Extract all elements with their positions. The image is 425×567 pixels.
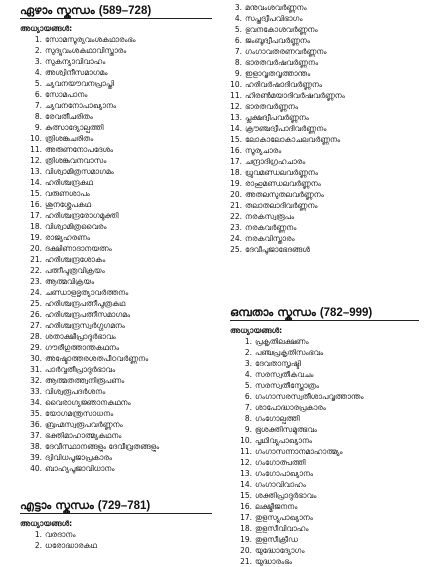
chapter-item xyxy=(20,265,216,276)
chapter-number: 11. xyxy=(230,91,242,100)
chapter-number: 4. xyxy=(34,68,42,77)
chapter-number: 15. xyxy=(230,135,242,144)
chapter-title: തലാതലാദിവർണ്ണനം xyxy=(245,201,318,210)
chapter-item xyxy=(230,435,423,446)
chapter-number: 22. xyxy=(230,212,242,221)
chapter-title: പത്നീപുത്രവിക്രയം xyxy=(45,266,105,275)
chapter-title: പ്ലക്ഷദ്വീപവർണ്ണനം xyxy=(245,113,309,122)
chapter-item xyxy=(20,254,216,265)
chapter-title: ചണ്ഡാളഭൃത്യാവർത്തനം xyxy=(45,288,129,297)
chapter-item xyxy=(220,244,420,255)
chapter-title: ഭക്തിമാഹാത്മ്യകഥനം xyxy=(45,431,122,440)
chapter-title: യുദ്ധാരംഭം xyxy=(255,557,293,566)
chapter-number: 35. xyxy=(30,409,42,418)
chapter-item xyxy=(20,298,216,309)
chapter-number: 3. xyxy=(34,57,42,66)
chapter-number: 18. xyxy=(30,222,42,231)
chapter-item xyxy=(20,210,216,221)
chapter-number: 21. xyxy=(230,201,242,210)
section-range: (782–999) xyxy=(319,307,373,319)
section-title-text: ഏഴാം സ്കന്ധം xyxy=(20,3,95,17)
chapter-item xyxy=(20,34,216,45)
chapter-number: 8. xyxy=(244,414,252,423)
chapter-number: 19. xyxy=(230,179,242,188)
chapter-item xyxy=(20,309,216,320)
chapter-title: മനുവംശവർണ്ണനം xyxy=(245,3,307,12)
chapter-item xyxy=(20,463,216,474)
chapter-item xyxy=(20,67,216,78)
chapter-item xyxy=(20,111,216,122)
chapter-number: 33. xyxy=(30,387,42,396)
section-rule xyxy=(20,513,212,514)
chapter-item xyxy=(20,243,216,254)
chapter-item xyxy=(20,529,216,540)
section-title xyxy=(20,497,216,513)
chapter-title: ഹരിവർഷാദിവർണ്ണനം xyxy=(245,80,323,89)
chapter-title: ഗംഗോപാഖ്യാനം xyxy=(255,469,314,478)
chapter-title: ഭൂശക്തിസമുത്ഭവം xyxy=(255,425,318,434)
chapter-number: 7. xyxy=(234,47,242,56)
chapter-item xyxy=(230,413,423,424)
chapter-item xyxy=(220,200,420,211)
chapter-number: 6. xyxy=(244,392,252,401)
chapter-item xyxy=(20,353,216,364)
chapter-item xyxy=(220,112,420,123)
chapter-number: 12. xyxy=(30,156,42,165)
chapter-title: ഗൗരീഗുത്താന്തകഥനം xyxy=(45,343,119,352)
chapter-item xyxy=(220,79,420,90)
chapter-number: 23. xyxy=(30,277,42,286)
chapter-number: 4. xyxy=(234,14,242,23)
section-range: (729–781) xyxy=(97,500,151,512)
chapter-number: 9. xyxy=(244,425,252,434)
chapter-title: ഗംഗാവിവാഹം xyxy=(255,480,306,489)
chapter-number: 17. xyxy=(30,211,42,220)
chapter-number: 11. xyxy=(240,447,252,456)
chapter-number: 13. xyxy=(230,113,242,122)
chapter-number: 37. xyxy=(30,431,42,440)
chapter-item xyxy=(220,24,420,35)
chapter-title: ഹിരൺമയാദിവർഷവർണ്ണനം xyxy=(245,91,345,100)
chapter-title: വൈരാഗ്യജ്ഞാനകഥനം xyxy=(45,398,131,407)
chapter-item xyxy=(230,369,423,380)
chapter-title: ഗംഗാവതരണവർണ്ണനം xyxy=(245,47,327,56)
chapter-title: ധ്രുവമണ്ഡലവർണ്ണനം xyxy=(245,168,318,177)
chapter-item xyxy=(20,122,216,133)
chapter-number: 39. xyxy=(30,453,42,462)
chapter-number: 13. xyxy=(30,167,42,176)
chapter-item xyxy=(220,123,420,134)
chapter-number: 10. xyxy=(240,436,252,445)
chapter-title: ക്രൗഞ്ചദ്വീപാദിവർണ്ണനം xyxy=(245,124,327,133)
chapter-number: 21. xyxy=(30,255,42,264)
chapter-number: 5. xyxy=(234,25,242,34)
chapter-list xyxy=(230,336,423,567)
chapter-title: സോമസൂര്യവംശകഥാരംഭം xyxy=(45,35,136,44)
chapter-list xyxy=(20,529,216,551)
chapter-number: 8. xyxy=(234,58,242,67)
section-skandham-9 xyxy=(230,304,423,567)
chapter-item xyxy=(20,331,216,342)
chapter-item xyxy=(20,221,216,232)
chapter-list xyxy=(220,2,420,255)
chapter-number: 14. xyxy=(240,480,252,489)
chapter-number: 16. xyxy=(230,146,242,155)
chapter-number: 6. xyxy=(34,90,42,99)
chapter-title: കുത്സാദ്യോല്പത്തി xyxy=(45,123,104,132)
chapter-title: വരുണശാപം xyxy=(45,189,90,198)
chapter-item xyxy=(220,145,420,156)
chapter-title: സുദ്യുവംശകഥാവിസ്താരം xyxy=(45,46,127,55)
chapters-heading: അധ്യായങ്ങൾ: xyxy=(230,326,283,335)
chapter-number: 19. xyxy=(240,535,252,544)
chapter-title: അശ്വിനീസമാഗമം xyxy=(45,68,108,77)
chapter-title: ശതാക്ഷീപ്രാദുർഭാവം xyxy=(45,332,116,341)
chapter-number: 20. xyxy=(230,190,242,199)
chapter-title: പൃഥിവ്യുപാഖ്യാനം xyxy=(255,436,313,445)
chapter-item xyxy=(20,188,216,199)
chapter-item xyxy=(20,452,216,463)
chapter-item xyxy=(20,144,216,155)
chapter-item xyxy=(20,397,216,408)
chapter-number: 7. xyxy=(34,101,42,110)
chapter-title: രാഹുമണ്ഡലവർണ്ണനം xyxy=(245,179,321,188)
chapter-title: രാജ്യഹരണം xyxy=(45,233,91,242)
chapter-item xyxy=(220,233,420,244)
chapter-title: ഭുവനകോശവർണ്ണനം xyxy=(245,25,318,34)
chapter-title: വിശ്വാമിത്രവൈരം xyxy=(45,222,107,231)
chapter-item xyxy=(220,101,420,112)
chapter-item xyxy=(230,391,423,402)
chapter-number: 22. xyxy=(30,266,42,275)
chapter-title: ഹരിശ്ചന്ദ്രശോകം xyxy=(45,255,106,264)
chapter-item xyxy=(220,68,420,79)
chapter-number: 14. xyxy=(30,178,42,187)
chapter-title: നരകവിസ്താരം xyxy=(245,234,295,243)
chapter-item xyxy=(20,133,216,144)
chapter-item xyxy=(230,336,423,347)
chapter-number: 15. xyxy=(30,189,42,198)
chapter-title: ഹരിശ്ചന്ദ്രരോഗമുക്തി xyxy=(45,211,119,220)
chapter-item xyxy=(20,364,216,375)
chapter-number: 13. xyxy=(240,469,252,478)
chapter-item xyxy=(20,342,216,353)
chapter-number: 2. xyxy=(34,541,42,550)
chapter-number: 5. xyxy=(34,79,42,88)
chapter-title: ദേവീസ്ഥാനങ്ങളും ദേവീവ്രതങ്ങളും xyxy=(45,442,160,451)
chapters-heading: അധ്യായങ്ങൾ: xyxy=(20,24,73,33)
section-title xyxy=(230,304,423,320)
chapter-item xyxy=(220,211,420,222)
chapter-item xyxy=(220,57,420,68)
chapter-title: സോമപാനം xyxy=(45,90,88,99)
chapter-item xyxy=(230,523,423,534)
chapter-item xyxy=(220,13,420,24)
section-skandham-8-continued xyxy=(220,2,420,255)
chapter-item xyxy=(230,446,423,457)
chapter-item xyxy=(230,556,423,567)
chapter-title: യുദ്ധോദ്യോഗം xyxy=(255,546,305,555)
chapter-title: ധരോദ്ധാരകഥ xyxy=(45,541,97,550)
chapter-number: 19. xyxy=(30,233,42,242)
chapter-number: 10. xyxy=(230,80,242,89)
chapter-number: 15. xyxy=(240,491,252,500)
chapter-number: 4. xyxy=(244,370,252,379)
chapter-item xyxy=(20,199,216,210)
chapter-title: ഹരിശ്ചന്ദ്രകഥ xyxy=(45,178,93,187)
section-skandham-8 xyxy=(20,497,216,551)
chapter-item xyxy=(20,89,216,100)
chapter-title: ദേവീപൂജാഭേദങ്ങൾ xyxy=(245,245,310,254)
section-rule xyxy=(230,320,419,321)
section-skandham-7 xyxy=(20,2,216,474)
chapter-number: 24. xyxy=(30,288,42,297)
chapter-number: 17. xyxy=(240,513,252,522)
chapter-number: 18. xyxy=(240,524,252,533)
chapter-item xyxy=(20,540,216,551)
chapter-title: പാർവ്വതീപ്രാദുർഭാവം xyxy=(45,365,116,374)
chapter-title: ആത്മവിക്രയം xyxy=(45,277,95,286)
chapter-title: നരകവർണ്ണനം xyxy=(245,223,297,232)
chapter-title: അതലസുതലവർണ്ണനം xyxy=(245,190,324,199)
chapter-number: 29. xyxy=(30,343,42,352)
chapter-item xyxy=(20,166,216,177)
chapter-title: ച്യവനയൗവനപ്രാപ്തി xyxy=(45,79,114,88)
chapter-number: 25. xyxy=(230,245,242,254)
chapter-item xyxy=(20,430,216,441)
chapter-number: 18. xyxy=(230,168,242,177)
chapter-title: സപ്തദ്വീപവിഭാഗം xyxy=(245,14,303,23)
chapter-number: 1. xyxy=(34,530,42,539)
chapter-number: 24. xyxy=(230,234,242,243)
chapter-item xyxy=(220,156,420,167)
chapter-item xyxy=(230,347,423,358)
chapter-title: ജംബൂദ്വീപവർണ്ണനം xyxy=(245,36,311,45)
chapter-number: 30. xyxy=(30,354,42,363)
chapter-title: ലോകാലോകാചലവർണ്ണനം xyxy=(245,135,341,144)
chapter-title: രേവതീചരിതം xyxy=(45,112,93,121)
chapter-title: ആത്മതത്ത്വനിരൂപണം xyxy=(45,376,125,385)
chapter-number: 2. xyxy=(34,46,42,55)
chapter-title: ശക്തിപ്രാദുർഭാവം xyxy=(255,491,317,500)
chapter-number: 27. xyxy=(30,321,42,330)
chapter-item xyxy=(230,479,423,490)
chapters-heading: അധ്യായങ്ങൾ: xyxy=(20,519,73,528)
chapter-number: 28. xyxy=(30,332,42,341)
chapter-number: 31. xyxy=(30,365,42,374)
chapter-item xyxy=(220,134,420,145)
chapter-title: വിശ്വാമിത്രസമാഗമം xyxy=(45,167,114,176)
chapter-item xyxy=(20,287,216,298)
chapter-item xyxy=(20,441,216,452)
chapter-list xyxy=(20,34,216,474)
chapter-item xyxy=(20,56,216,67)
chapter-title: സരസ്വതീസ്തോത്രം xyxy=(255,381,319,390)
chapter-number: 6. xyxy=(234,36,242,45)
chapter-title: സരസ്വതീകവചം xyxy=(255,370,314,379)
chapter-number: 20. xyxy=(30,244,42,253)
section-title-text: എട്ടാം സ്കന്ധം xyxy=(20,498,94,512)
chapter-title: ദേവതാസൃഷ്ടി xyxy=(255,359,301,368)
chapter-title: ഹരിശ്ചന്ദ്രപത്നീസമാഗമം xyxy=(45,310,131,319)
chapter-number: 26. xyxy=(30,310,42,319)
chapter-title: ഗംഗാസന്നാനമാഹാത്മ്യം xyxy=(255,447,343,456)
chapter-title: സുകന്യാവിവാഹം xyxy=(45,57,106,66)
chapter-title: ഹരിശ്ചന്ദ്രപത്നീപുത്രകഥ xyxy=(45,299,126,308)
chapter-item xyxy=(20,232,216,243)
chapter-title: ശാപോദ്ധാരപ്രകാരം xyxy=(255,403,326,412)
chapter-item xyxy=(230,545,423,556)
chapter-number: 10. xyxy=(30,134,42,143)
chapter-title: തുളസ്യുപാഖ്യാനം xyxy=(255,513,313,522)
chapter-number: 32. xyxy=(30,376,42,385)
chapter-number: 38. xyxy=(30,442,42,451)
section-title xyxy=(20,2,216,18)
chapter-item xyxy=(230,424,423,435)
chapter-title: ദ്വിവിധപൂജാപ്രകാരം xyxy=(45,453,112,462)
chapter-title: ത്രിശങ്കുവനവാസം xyxy=(45,156,107,165)
chapter-title: ഭാരതവർഷവർണ്ണനം xyxy=(245,58,319,67)
chapter-title: ചന്ദ്രാദിഗ്രഹചാരം xyxy=(245,157,306,166)
chapter-title: അഷ്ടോത്തരശതപീഠവർണ്ണനം xyxy=(45,354,149,363)
section-rule xyxy=(20,18,212,19)
chapter-number: 5. xyxy=(244,381,252,390)
chapter-title: ത്രിശങ്കുചരിതം xyxy=(45,134,94,143)
chapter-item xyxy=(230,534,423,545)
chapter-title: ഗംഗാസരസ്വതീശാപവൃത്താന്തം xyxy=(255,392,364,401)
chapter-number: 20. xyxy=(240,546,252,555)
chapter-title: തുളസീക്രീഡ xyxy=(255,535,298,544)
chapter-number: 9. xyxy=(234,69,242,78)
chapter-item xyxy=(220,90,420,101)
chapter-number: 40. xyxy=(30,464,42,473)
chapter-number: 3. xyxy=(234,3,242,12)
chapter-item xyxy=(20,155,216,166)
chapter-number: 14. xyxy=(230,124,242,133)
chapter-number: 34. xyxy=(30,398,42,407)
chapter-number: 16. xyxy=(30,200,42,209)
chapter-item xyxy=(20,320,216,331)
chapter-item xyxy=(220,222,420,233)
chapter-number: 12. xyxy=(230,102,242,111)
chapter-title: തുളസീവിവാഹം xyxy=(255,524,309,533)
chapter-item xyxy=(230,380,423,391)
chapter-item xyxy=(20,419,216,430)
chapter-item xyxy=(230,490,423,501)
chapter-title: യോഗമന്ത്രസാധനം xyxy=(45,409,114,418)
chapter-item xyxy=(20,408,216,419)
chapter-item xyxy=(220,35,420,46)
chapter-title: ഗംഗോത്പത്തി xyxy=(255,458,306,467)
chapter-item xyxy=(220,178,420,189)
chapter-number: 12. xyxy=(240,458,252,467)
chapter-item xyxy=(220,167,420,178)
chapter-item xyxy=(20,386,216,397)
chapter-item xyxy=(220,46,420,57)
chapter-number: 1. xyxy=(34,35,42,44)
chapter-title: ഇളാവൃതവൃത്താന്തം xyxy=(245,69,311,78)
chapter-number: 1. xyxy=(244,337,252,346)
chapter-title: ശുനശ്ശേപകഥ xyxy=(45,200,92,209)
chapter-item xyxy=(220,189,420,200)
chapter-number: 11. xyxy=(30,145,42,154)
chapter-item xyxy=(20,78,216,89)
chapter-title: ലക്ഷ്മീജനനം xyxy=(255,502,298,511)
chapter-item xyxy=(20,375,216,386)
chapter-title: വരദാനം xyxy=(45,530,76,539)
chapter-number: 17. xyxy=(230,157,242,166)
chapter-item xyxy=(20,45,216,56)
chapter-title: പഞ്ചപ്രകൃതിസംഭവം xyxy=(255,348,324,357)
chapter-number: 16. xyxy=(240,502,252,511)
section-range: (589–728) xyxy=(98,5,152,17)
chapter-number: 21. xyxy=(240,557,252,566)
chapter-number: 7. xyxy=(244,403,252,412)
section-title-text: ഒമ്പതാം സ്കന്ധം xyxy=(230,305,316,319)
chapter-title: ഹരിശ്ചന്ദ്രസ്വർഗ്ഗഗമനം xyxy=(45,321,125,330)
chapter-title: സൂര്യചാരം xyxy=(245,146,282,155)
chapter-item xyxy=(20,177,216,188)
chapter-number: 8. xyxy=(34,112,42,121)
chapter-title: അരുണനോപദേശം xyxy=(45,145,114,154)
chapter-number: 9. xyxy=(34,123,42,132)
chapter-title: ഭാരതവർണ്ണനം xyxy=(245,102,299,111)
chapter-title: ഗംഗോല്പത്തി xyxy=(255,414,300,423)
chapter-item xyxy=(230,501,423,512)
chapter-number: 2. xyxy=(244,348,252,357)
chapter-title: ച്യവനനോപാഖ്യാനം xyxy=(45,101,117,110)
chapter-item xyxy=(230,468,423,479)
chapter-title: നരകസ്വരൂപം xyxy=(245,212,295,221)
chapter-item xyxy=(220,2,420,13)
chapter-item xyxy=(230,358,423,369)
chapter-number: 3. xyxy=(244,359,252,368)
chapter-title: പ്രകൃതിലക്ഷണം xyxy=(255,337,309,346)
chapter-item xyxy=(230,402,423,413)
chapter-item xyxy=(230,512,423,523)
chapter-title: വിശ്വരൂപദർശനം xyxy=(45,387,106,396)
chapter-title: ബാഹ്യപൂജാവിധാനം xyxy=(45,464,115,473)
chapter-item xyxy=(20,276,216,287)
chapter-item xyxy=(20,100,216,111)
chapter-title: ദക്ഷിണാദാനയത്നം xyxy=(45,244,112,253)
chapter-number: 23. xyxy=(230,223,242,232)
chapter-number: 36. xyxy=(30,420,42,429)
chapter-number: 25. xyxy=(30,299,42,308)
chapter-title: ബ്രഹ്മസ്വരൂപവർണ്ണനം xyxy=(45,420,123,429)
chapter-item xyxy=(230,457,423,468)
